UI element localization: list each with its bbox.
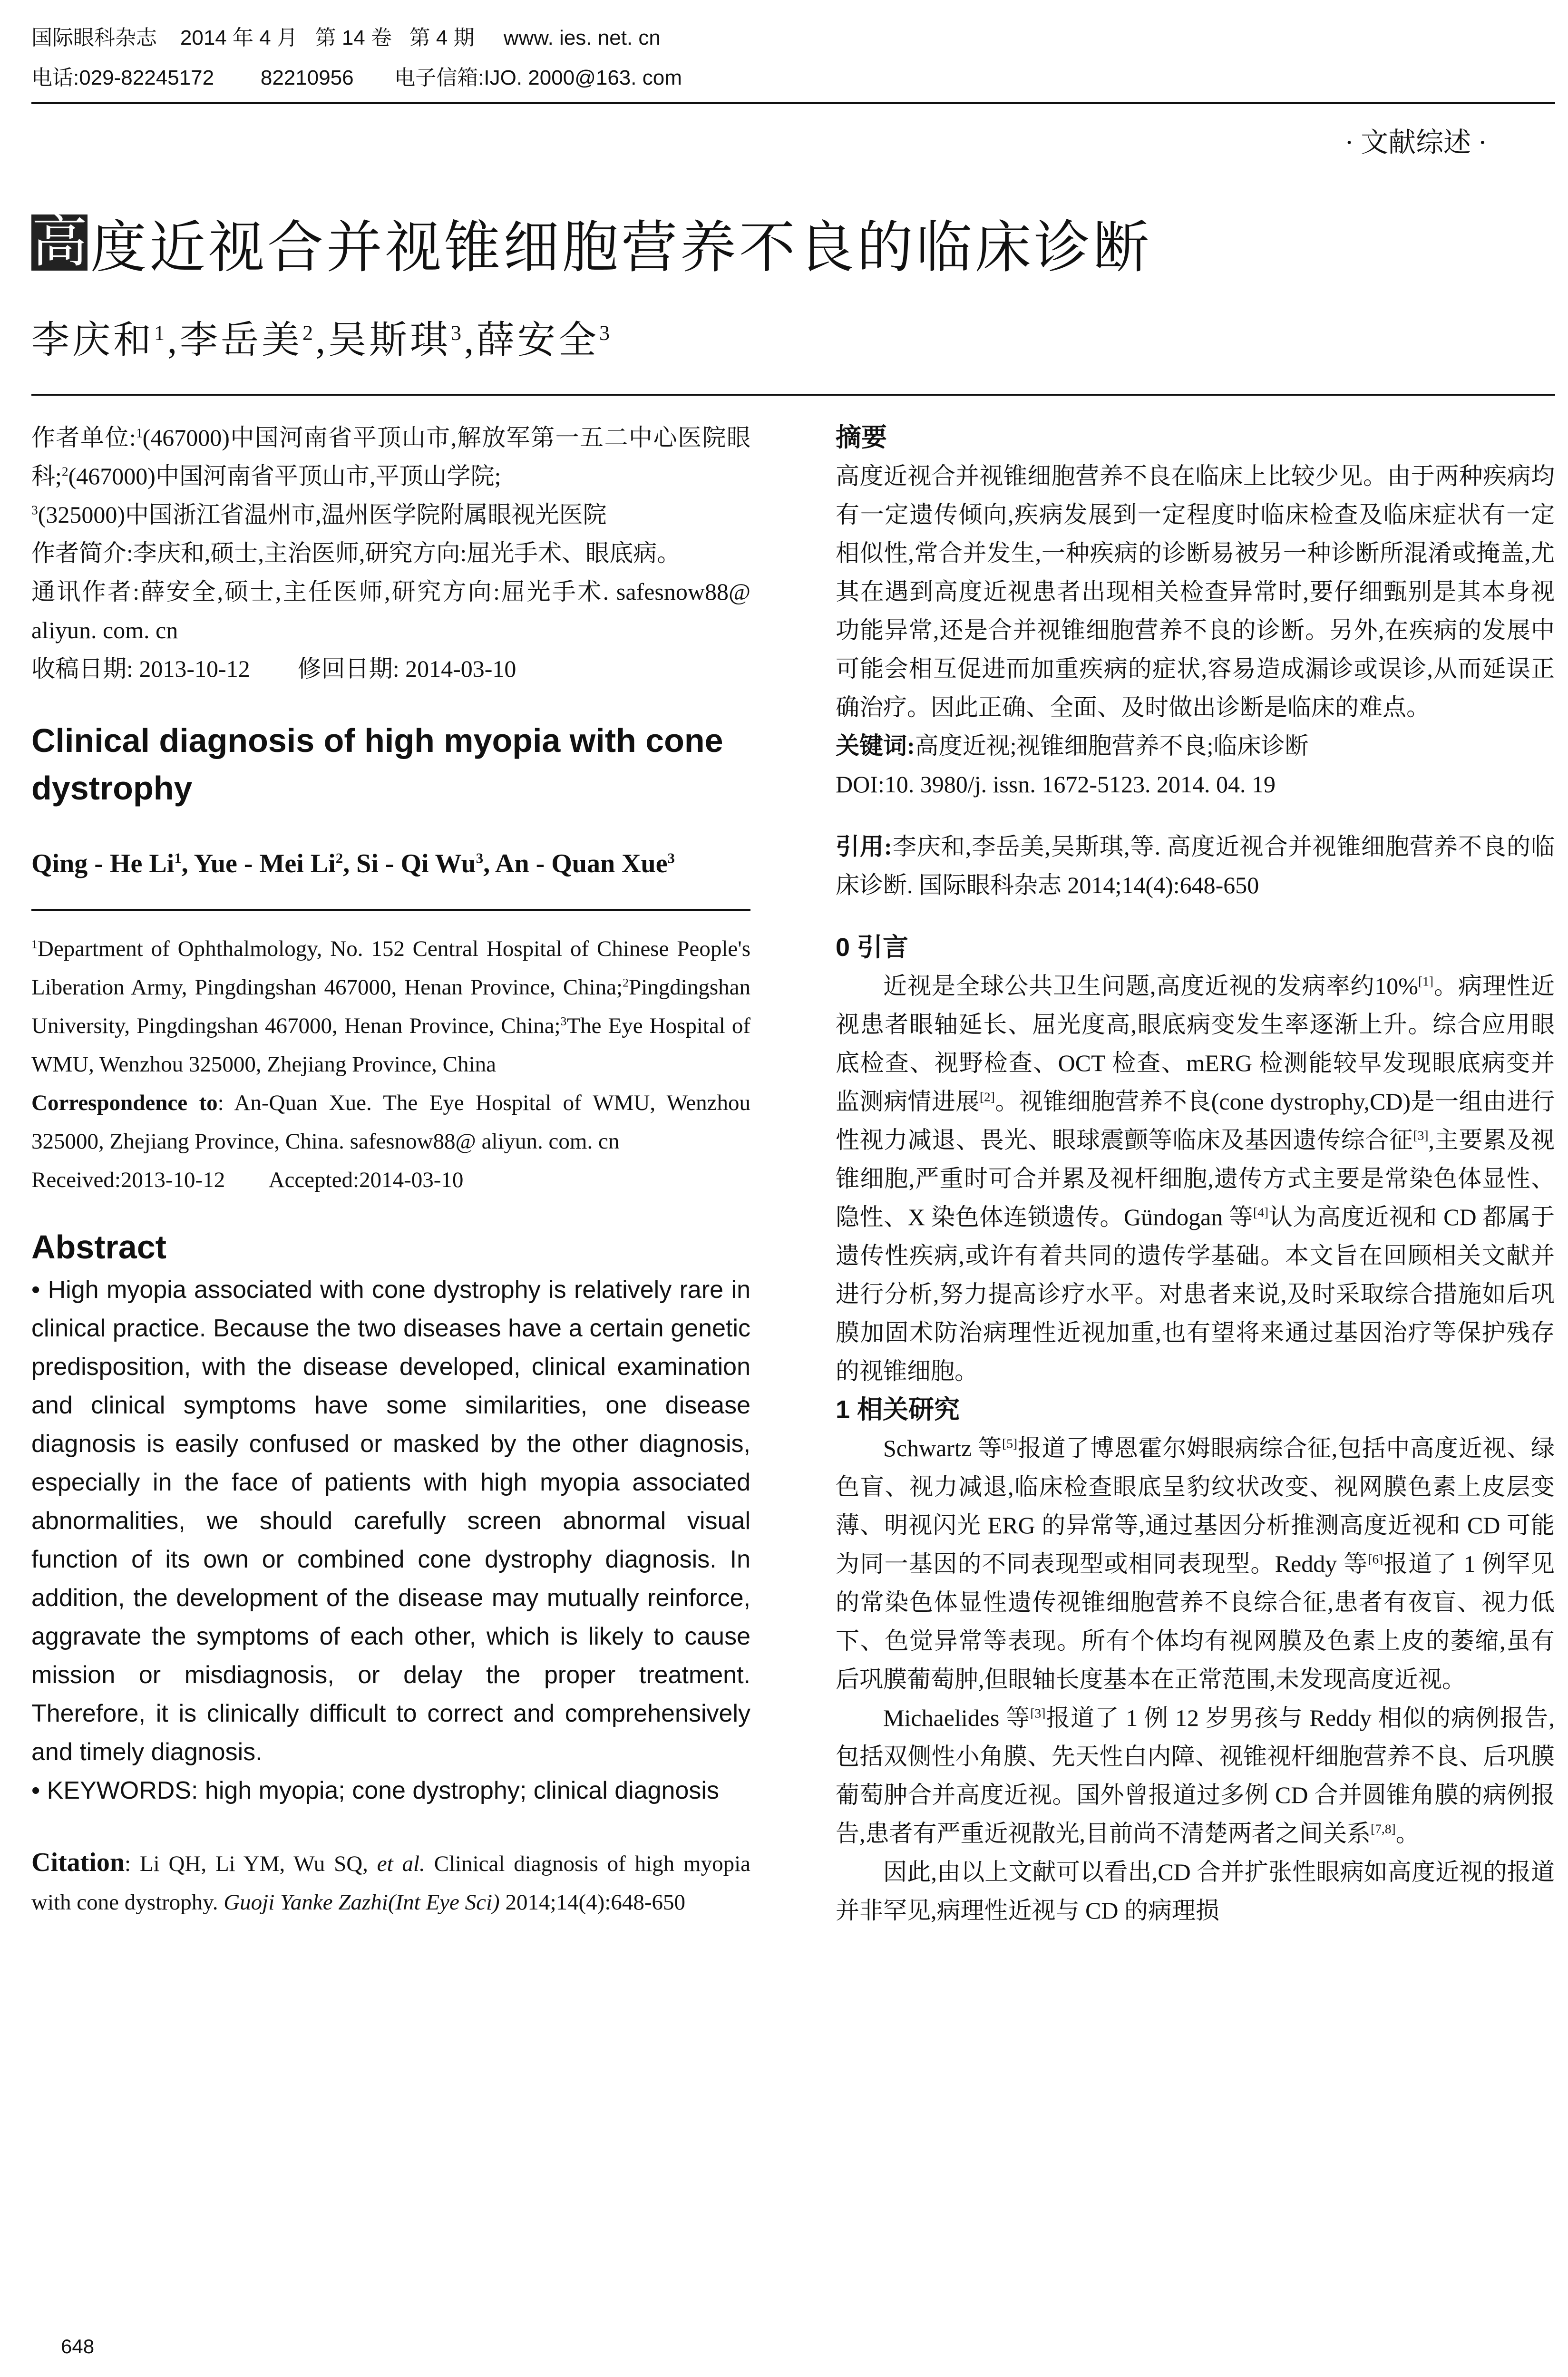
english-authors: Qing - He Li$^1$, Yue - Mei Li$^2$, Si - Qi Wu$^3$, An - Quan Xue$^3$	[31, 849, 675, 878]
chinese-citation: 引用:李庆和,李岳美,吴斯琪,等. 高度近视合并视锥细胞营养不良的临床诊断. 国际眼科杂志 2014;14(4):648-650	[836, 833, 1555, 898]
title-first-char: 高	[31, 211, 91, 273]
section-1-paragraph-1: Schwartz 等[5]报道了博恩霍尔姆眼病综合征,包括中高度近视、绿色盲、视力减退,临床检查眼底呈豹纹状改变、视网膜色素上皮层变薄、明视闪光 ERG 的异常等,通过基因分析推测高度近视和 CD 可能为同一基因的不同表现型或相同表现型。Reddy 等[6]报道了 1 例罕见的常染色体显性遗传视锥细胞营养不良综合征,患者有夜盲、视力低下、色觉异常等表现。所有个体均有视网膜及色素上皮的萎缩,虽有后巩膜葡萄肿,但眼轴长度基本在正常范围,未发现高度近视。	[836, 1435, 1555, 1693]
section-1-heading: 1 相关研究	[836, 1395, 960, 1424]
author-sup: 1	[154, 321, 167, 345]
english-citation: Citation: Li QH, Li YM, Wu SQ, et al. Clinical diagnosis of high myopia with cone dystrophy. Guoji Yanke Zazhi(Int Eye Sci) 2014;14(4):648-650	[31, 1848, 750, 1915]
section-1-paragraph-3: 因此,由以上文献可以看出,CD 合并扩张性眼病如高度近视的报道并非罕见,病理性近视与 CD 的病理损	[836, 1859, 1555, 1924]
abstract-heading: Abstract	[31, 1228, 166, 1266]
english-correspondence: Correspondence to: An-Quan Xue. The Eye Hospital of WMU, Wenzhou 325000, Zhejiang Province, China. safesnow88@ aliyun. com. cn	[31, 1091, 750, 1154]
section-1-paragraph-2: Michaelides 等[3]报道了 1 例 12 岁男孩与 Reddy 相似的病例报告,包括双侧性小角膜、先天性白内障、视锥视杆细胞营养不良、后巩膜葡萄肿合并高度近视。国外曾报道过多例 CD 合并圆锥角膜的病例报告,患者有严重近视散光,目前尚不清楚两者之间关系[7,8]。	[836, 1705, 1555, 1847]
english-affiliations: $^1$Department of Ophthalmology, No. 152 Central Hospital of Chinese People's Liberation Army, Pingdingshan 467000, Henan Province, China;$^2$Pingdingshan University, Pingdingshan 467000, Henan Province, China;$^3$The Eye Hospital of WMU, Wenzhou 325000, Zhejiang Province, China	[31, 936, 750, 1077]
chinese-abstract-text: 高度近视合并视锥细胞营养不良在临床上比较少见。由于两种疾病均有一定遗传倾向,疾病发展到一定程度时临床检查及临床症状有一定相似性,常合并发生,一种疾病的诊断易被另一种诊断所混淆或掩盖,尤其在遇到高度近视患者出现相关检查异常时,要仔细甄别是其本身视功能异常,还是合并视锥细胞营养不良的诊断。另外,在疾病的发展中可能会相互促进而加重疾病的症状,容易造成漏诊或误诊,从而延误正确治疗。因此正确、全面、及时做出诊断是临床的难点。	[836, 463, 1555, 721]
journal-header-line-1: 国际眼科杂志 2014 年 4 月 第 14 卷 第 4 期 www. ies. net. cn	[31, 26, 661, 49]
english-dates: Received:2013-10-12 Accepted:2014-03-10	[31, 1168, 464, 1192]
author-sup: 3	[451, 321, 464, 345]
article-title	[31, 202, 1152, 283]
left-column	[31, 419, 750, 1922]
author-name: 李庆和	[31, 320, 154, 361]
title-rule	[31, 394, 1555, 396]
journal-header-line-2: 电话:029-82245172 82210956 电子信箱:IJO. 2000@163. com	[31, 66, 682, 89]
intro-paragraph: 近视是全球公共卫生问题,高度近视的发病率约10%[1]。病理性近视患者眼轴延长、屈光度高,眼底病变发生率逐渐上升。综合应用眼底检查、视野检查、OCT 检查、mERG 检测能较早发现眼底病变并监测病情进展[2]。视锥细胞营养不良(cone dystrophy,CD)是一组由进行性视力减退、畏光、眼球震颤等临床及基因遗传综合征[3],主要累及视锥细胞,严重时可合并累及视杆细胞,遗传方式主要是常染色体显性、隐性、X 染色体连锁遗传。Gündogan 等[4]认为高度近视和 CD 都属于遗传性疾病,或许有着共同的遗传学基础。本文旨在回顾相关文献并进行分析,努力提高诊疗水平。对患者来说,及时采取综合措施如后巩膜加固术防治病理性近视加重,也有望将来通过基因治疗等保护残存的视锥细胞。	[836, 973, 1555, 1384]
author-line	[31, 309, 613, 364]
english-title: Clinical diagnosis of high myopia with cone dystrophy	[31, 722, 723, 807]
doi: DOI:10. 3980/j. issn. 1672-5123. 2014. 04. 19	[836, 771, 1276, 798]
author-bio: 作者简介:李庆和,硕士,主治医师,研究方向:屈光手术、眼底病。	[31, 540, 681, 566]
author-sup: 2	[302, 321, 316, 345]
corresponding-author: 通讯作者:薛安全,硕士,主任医师,研究方向:屈光手术. safesnow88@ aliyun. com. cn	[31, 578, 750, 643]
author-name: ,薛安全	[464, 320, 599, 361]
section-tag: · 文献综述 ·	[1344, 127, 1487, 158]
author-sup: 3	[599, 321, 613, 345]
left-divider	[31, 909, 750, 911]
affiliations: 作者单位:$^1$(467000)中国河南省平顶山市,解放军第一五二中心医院眼科;$^2$(467000)中国河南省平顶山市,平顶山学院; $^3$(325000)中国浙江省温州市,温州医学院附属眼视光医院	[31, 424, 750, 528]
english-keywords: • KEYWORDS: high myopia; cone dystrophy; clinical diagnosis	[31, 1777, 719, 1804]
header-rule	[31, 102, 1555, 104]
chinese-abstract-heading: 摘要	[836, 423, 887, 452]
intro-heading: 0 引言	[836, 933, 909, 962]
chinese-keywords: 关键词:高度近视;视锥细胞营养不良;临床诊断	[836, 732, 1309, 759]
author-name: ,李岳美	[167, 320, 302, 361]
received-dates: 收稿日期: 2013-10-12 修回日期: 2014-03-10	[31, 655, 516, 682]
abstract-text: • High myopia associated with cone dystrophy is relatively rare in clinical practice. Because the two diseases have a certain genetic predisposition, with the disease developed, clinical examination and clinical symptoms have some similarities, one disease diagnosis is easily confused or masked by the other diagnosis, especially in the face of patients with high myopia associated abnormalities, we should carefully screen abnormal visual function of its own or combined cone dystrophy diagnosis. In addition, the development of the disease may mutually reinforce, aggravate the symptoms of each other, which is likely to cause mission or misdiagnosis, or delay the proper treatment. Therefore, it is clinically difficult to correct and comprehensively and timely diagnosis.	[31, 1276, 750, 1766]
title-rest: 度近视合并视锥细胞营养不良的临床诊断	[90, 217, 1152, 279]
author-name: ,吴斯琪	[316, 320, 451, 361]
right-column	[836, 419, 1555, 1930]
page-number: 648	[61, 2335, 95, 2358]
